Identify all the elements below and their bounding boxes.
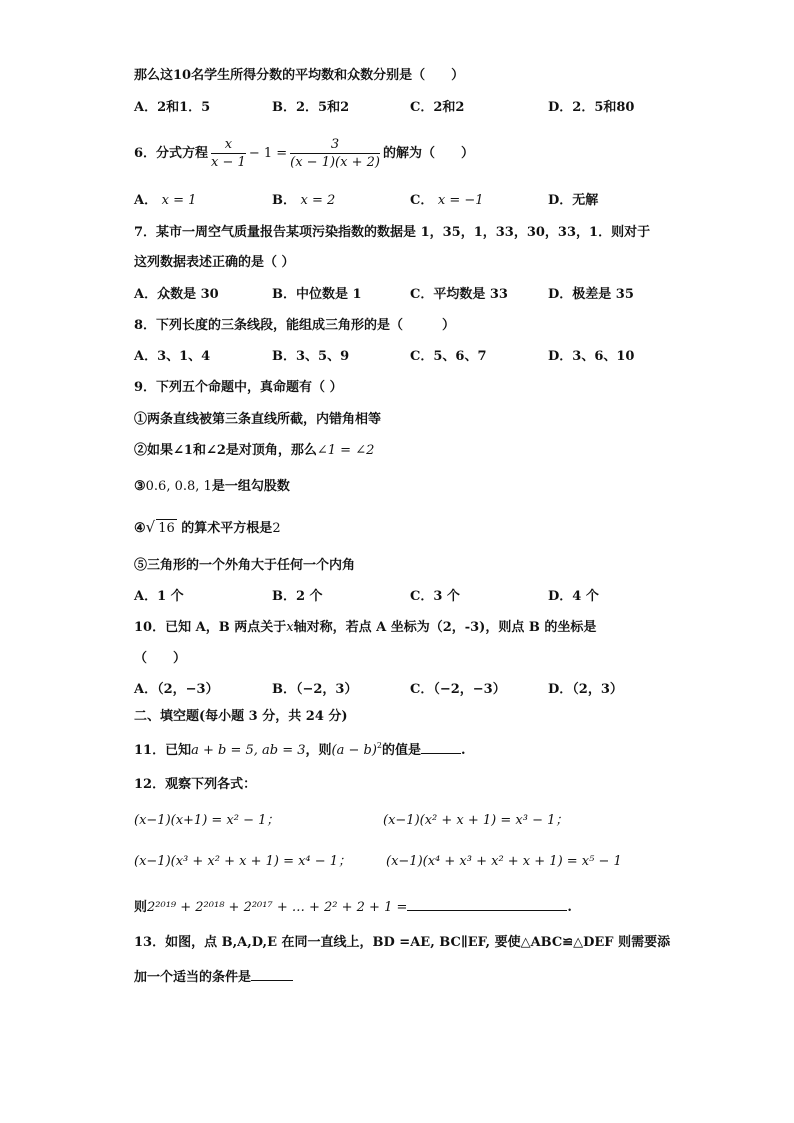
q11-condition: a + b = 5, ab = 3 [191,743,306,758]
q11-expression: (a − b) [331,743,377,758]
q6-option-d: D．无解 [548,193,599,208]
sqrt-symbol-icon: √ [145,518,156,536]
q9-statement-2: ②如果∠1和∠2是对顶角，那么∠1 = ∠2 [134,443,375,458]
q9-statement-1: ①两条直线被第三条直线所截，内错角相等 [134,412,382,427]
q9-option-b: B．2 个 [272,589,323,604]
q5-option-c: C．2和2 [410,100,465,115]
q10-option-a: A．（2，−3） [134,682,219,697]
q9-numbers: 0.6, 0.8, 1 [145,479,212,494]
q6-option-c: C． x = −1 [410,193,484,208]
q6-fraction-1 [211,137,246,172]
q6-fraction-2 [290,137,380,172]
q12-answer-blank [407,896,567,911]
q12-equation-2: (x−1)(x² + x + 1) = x³ − 1； [383,813,569,828]
q5-option-d: D．2．5和80 [548,100,635,115]
q9-root-value: 2 [272,521,281,536]
q10-stem: 10．已知 A，B 两点关于x轴对称，若点 A 坐标为（2，-3)，则点 B 的坐标是 [134,620,597,635]
q6-mid: − 1 = [248,146,288,161]
q9-option-d: D．4 个 [548,589,599,604]
q13-stem-line1: 13．如图，点 B,A,D,E 在同一直线上，BD =AE, BC∥EF, 要使△ABC≌△DEF 则需要添 [134,935,671,950]
q9-statement-5: ⑤三角形的一个外角大于任何一个内角 [134,558,356,573]
q10-option-b: B．（−2，3） [272,682,358,697]
q9-radicand: 16 [158,521,175,536]
q6-option-a-math: x = 1 [161,193,197,208]
q6-option-c-math: x = −1 [437,193,484,208]
q8-option-d: D．3、6、10 [548,349,635,364]
q11-exponent: 2 [376,741,383,750]
q13-stem-line2: 加一个适当的条件是 [134,966,293,987]
q12-sum-line: 则2²⁰¹⁹ + 2²⁰¹⁸ + 2²⁰¹⁷ + … + 2² + 2 + 1 = . [134,896,572,917]
q7-option-b: B．中位数是 1 [272,287,362,302]
q6-stem [134,134,474,174]
q9-angle-equation: ∠1 = ∠2 [316,443,375,458]
q12-equation-1: (x−1)(x+1) = x² − 1； [134,813,280,828]
q7-option-d: D．极差是 35 [548,287,634,302]
q7-stem-line1: 7．某市一周空气质量报告某项污染指数的数据是 1，35，1，33，30，33，1．则对于 [134,225,651,240]
q5-option-b: B．2．5和2 [272,100,350,115]
q9-statement-4: ④√ 16 的算术平方根是2 [134,518,281,536]
q6-option-b-math: x = 2 [300,193,336,208]
q12-stem: 12．观察下列各式： [134,777,257,792]
q6-frac1-den: x − 1 [211,154,246,170]
q6-prefix: 6．分式方程 [134,146,209,161]
q6-frac2-num: 3 [290,137,380,154]
q11-answer-blank [421,739,461,754]
q9-stem: 9．下列五个命题中，真命题有（ ） [134,380,343,395]
q8-option-b: B．3、5、9 [272,349,350,364]
q6-option-a: A． x = 1 [134,193,197,208]
q10-option-c: C．（−2，−3） [410,682,506,697]
q6-frac2-den: (x − 1)(x + 2) [290,154,380,170]
q9-option-c: C．3 个 [410,589,460,604]
q9-statement-3: ③0.6, 0.8, 1是一组勾股数 [134,479,290,494]
q7-option-c: C．平均数是 33 [410,287,508,302]
q5-stem: 那么这10名学生所得分数的平均数和众数分别是（ ） [134,68,465,83]
q11-stem: 11．已知a + b = 5, ab = 3，则$(a - b)^2$的值是 . [134,741,466,758]
q5-option-a: A．2和1．5 [134,100,211,115]
q8-stem: 8．下列长度的三条线段，能组成三角形的是（ ） [134,318,456,333]
q6-frac1-num: x [211,137,246,154]
q12-sum-expression: 2²⁰¹⁹ + 2²⁰¹⁸ + 2²⁰¹⁷ + … + 2² + 2 + 1 = [147,900,408,915]
q9-option-a: A．1 个 [134,589,184,604]
q6-option-b: B． x = 2 [272,193,336,208]
q8-option-a: A．3、1、4 [134,349,211,364]
q7-stem-line2: 这列数据表述正确的是（ ） [134,255,295,270]
q8-option-c: C．5、6、7 [410,349,487,364]
q12-equation-4: (x−1)(x⁴ + x³ + x² + x + 1) = x⁵ − 1 [386,854,622,869]
q13-answer-blank [251,966,293,981]
q6-suffix: 的解为（ ） [382,146,474,161]
q10-option-d: D．（2，3） [548,682,623,697]
q12-equation-3: (x−1)(x³ + x² + x + 1) = x⁴ − 1； [134,854,352,869]
q7-option-a: A．众数是 30 [134,287,219,302]
q10-paren: （ ） [134,651,187,666]
section-heading-fill-blank: 二、填空题(每小题 3 分，共 24 分) [134,709,348,724]
q10-axis-var: x [286,620,294,635]
